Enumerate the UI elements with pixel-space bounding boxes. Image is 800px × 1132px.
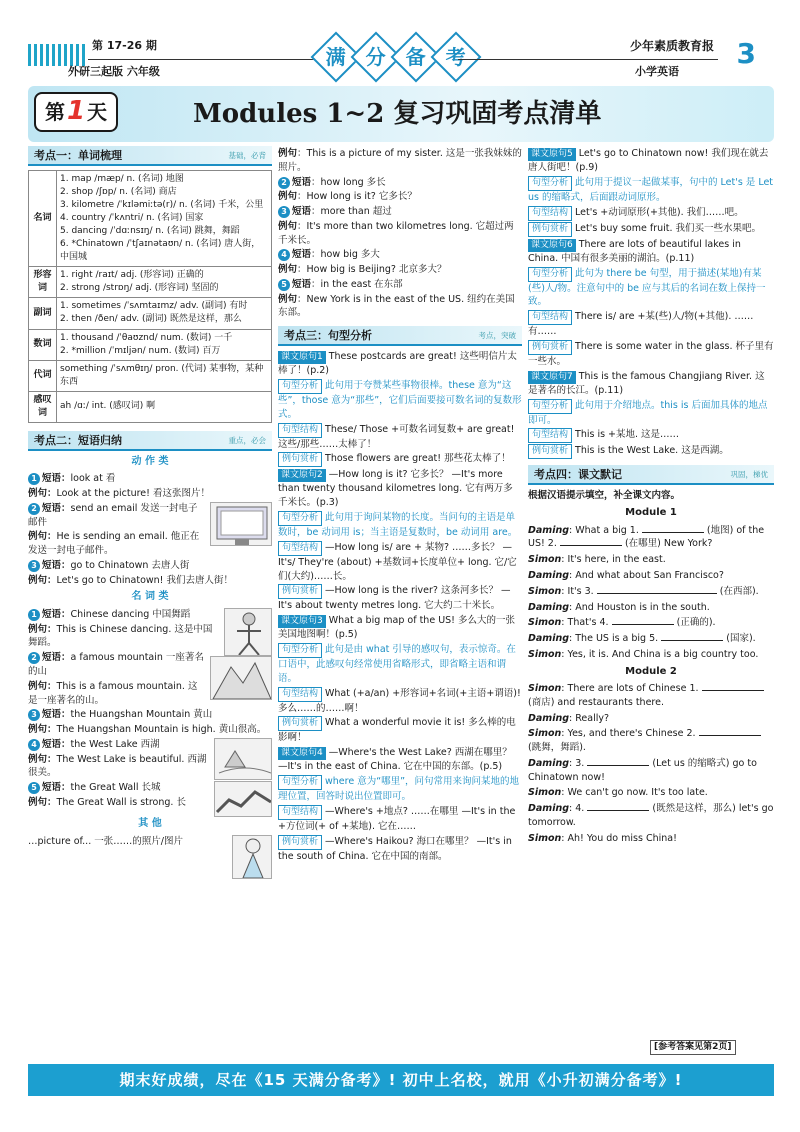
example-item: 例句：He is sending an email. 他正在发送一封电子邮件。	[28, 531, 200, 557]
dialogue-line: Daming: 4. (既然是这样，那么) let's go tomorrow.	[528, 803, 774, 828]
sentence-block: 课文原句5 Let's go to Chinatown now! 我们现在就去唐人街吧！(p.9) 句型分析 此句用于提议一起做某事，句中的 Let's 是 Let us 的缩略式，后面跟动词原形。 句型结构 Let's +动词原形(+其他). 我们……吧。 例句赏析 Let's buy some fruit. 我们买一些水果吧。	[528, 147, 774, 237]
vocab-row: 名词 1. map /mæp/ n. (名词) 地图 2. shop /ʃɒp/ n. (名词) 商店 3. kilometre /ˈkɪləmiːtə(r)/ n. (名词) 千米，公里 4. country /ˈkʌntri/ n. (名词) 国家 5. dancing /ˈdɑːnsɪŋ/ n. (名词) 跳舞，舞蹈 6. *Chinatown /ˈtʃaɪnətaʊn/ n. (名词) 唐人街，中国城	[29, 171, 272, 267]
blank-input[interactable]	[560, 545, 622, 546]
mountain-illustration	[210, 656, 272, 700]
phrase-item: 1 短语：Chinese dancing 中国舞蹈	[28, 608, 272, 622]
sentence-block: 课文原句1 These postcards are great! 这些明信片太棒了！(p.2) 句型分析 此句用于夸赞某些事物很棒。these 意为“这些”，those 意为“那些”，它们后面要接可数名词的复数形式。 句型结构 These/ Those +可数名词复数+ are great! 这些/那些……太棒了！ 例句赏析 Those flowers are great! 那些花太棒了！	[278, 350, 522, 467]
instruction: 根据汉语提示填空，补全课文内容。	[528, 490, 681, 502]
edition-label: 外研三起版 六年级	[68, 65, 160, 78]
sentence-block: 课文原句6 There are lots of beautiful lakes in China. 中国有很多美丽的湖泊。(p.11) 句型分析 此句为 there be 句型，用于描述(某地)有某(些)人/物。注意句中的 be 应与其后的名词在数上保持一致。 句型结构 There is/ are +某(些)人/物(+其他). ……有…… 例句赏析 There is some water in the glass. 杯子里有一些水。	[528, 238, 774, 367]
great-wall-illustration	[214, 781, 272, 817]
dialogue-line: Simon: That's 4. (正确的).	[528, 617, 716, 629]
lake-illustration	[214, 738, 272, 780]
column-2	[278, 146, 522, 864]
dialogue-line: Simon: We can't go now. It's too late.	[528, 787, 708, 799]
dialogue-line: Simon: It's here, in the east.	[528, 554, 666, 566]
blank-input[interactable]	[587, 810, 649, 811]
blank-input[interactable]	[642, 532, 704, 533]
example-item: 例句：This is Chinese dancing. 这是中国舞蹈。	[28, 623, 213, 649]
example-item: 例句：This is a famous mountain. 这是一座著名的山。	[28, 680, 198, 706]
sentence-block: 课文原句4 —Where's the West Lake? 西湖在哪里？ —It's in the east of China. 它在中国的东部。(p.5) 句型分析 where 意为“哪里”，问句常用来询问某地的地理位置，回答时说出位置即可。 句型结构 —Where's +地点? ……在哪里 —It's in the +方位词(+ of +某地). 它在…… 例句赏析 —Where's Haikou? 海口在哪里？ —It's in the south of China. 它在中国的南部。	[278, 747, 520, 862]
page-header	[28, 36, 774, 82]
day-badge: 第 1 天	[34, 92, 118, 132]
vocab-row: 数词 1. thousand /ˈθaʊznd/ num. (数词) 一千 2. *million /ˈmɪljən/ num. (数词) 百万	[29, 329, 272, 360]
brand-char: 满	[311, 32, 362, 83]
dialogue-line: Daming: Really?	[528, 712, 610, 724]
phrase-item: 4 短语：the West Lake 西湖	[28, 738, 272, 752]
page-number: 3	[736, 37, 756, 70]
example-item: 例句：How long is it? 它多长？	[278, 191, 417, 203]
blank-input[interactable]	[587, 765, 649, 766]
phrase-item: 3 短语：the Huangshan Mountain 黄山	[28, 708, 272, 722]
example-item: 例句：How big is Beijing? 北京多大？	[278, 264, 447, 276]
phrase-item: 2 短语：send an email 发送一封电子邮件	[28, 502, 198, 528]
vocab-row: 形容词 1. right /raɪt/ adj. (形容词) 正确的 2. strong /strɒŋ/ adj. (形容词) 坚固的	[29, 267, 272, 298]
section-4-heading: 考点四：课文默记 巩固，梯优	[528, 465, 774, 485]
blank-input[interactable]	[699, 735, 761, 736]
girl-illustration	[232, 835, 272, 879]
column-3	[528, 146, 774, 848]
subject-label: 小学英语	[635, 65, 679, 78]
dialogue-line: Daming: And Houston is in the south.	[528, 601, 710, 613]
dialogue-line: Daming: What a big 1. (地图) of the US! 2. (在哪里) New York?	[528, 524, 765, 550]
dialogue-line: Simon: Ah! You do miss China!	[528, 832, 677, 844]
section-2-heading: 考点二：短语归纳 重点，必会	[28, 431, 272, 451]
example-item: 例句：The Huangshan Mountain is high. 黄山很高。	[28, 724, 267, 736]
newspaper-name: 少年素质教育报	[629, 39, 714, 53]
vocab-row: 代词 something /ˈsʌmθɪŋ/ pron. (代词) 某事物，某种东西	[29, 360, 272, 391]
sentence-block: 课文原句2 —How long is it? 它多长？ —It's more than twenty thousand kilometres long. 它有两万多千米长。(p.3) 句型分析 此句用于询问某物的长度。当问句的主语是单数时，be 动词用 is；当主语是复数时，be 动词用 are。 句型结构 —How long is/ are + 某物? ……多长？ —It's/ They're (about) +基数词+长度单位+ long. 它/它们(大约)……长。 例句赏析 —How long is the river? 这条河多长？ —It's about twenty metres long. 它大约二十米长。	[278, 469, 518, 612]
phrase-item: 1 短语：look at 看	[28, 472, 272, 486]
example-item: 例句：The Great Wall is strong. 长	[28, 796, 186, 808]
sentence-block: 课文原句7 This is the famous Changjiang River. 这是著名的长江。(p.11) 句型分析 此句用于介绍地点。this is 后面加具体的地点即可。 句型结构 This is +某地. 这是…… 例句赏析 This is the West Lake. 这是西湖。	[528, 370, 774, 460]
brand-char: 考	[431, 32, 482, 83]
title-bar	[28, 86, 774, 142]
example-item: 例句：The West Lake is beautiful. 西湖很美。	[28, 753, 207, 779]
vocab-table	[28, 170, 272, 423]
footer-banner: 期末好成绩，尽在《15 天满分备考》! 初中上名校，就用《小升初满分备考》!	[28, 1064, 774, 1096]
header-rule-right	[458, 59, 718, 60]
header-rule-left	[88, 59, 328, 60]
brand-char: 分	[351, 32, 402, 83]
noun-subheading: 名 词 类	[131, 591, 169, 603]
other-subheading: 其 他	[138, 818, 162, 830]
phrase-item: 4 短语：how big 多大	[278, 248, 522, 262]
brand-logo	[318, 36, 478, 78]
example-item: 例句：Look at the picture! 看这张图片！	[28, 488, 210, 500]
header-stripes	[28, 44, 88, 66]
example-item: 例句：This is a picture of my sister. 这是一张我妹妹的照片。	[278, 148, 522, 173]
verb-subheading: 动 作 类	[131, 455, 169, 467]
dialogue-line: Simon: Yes, it is. And China is a big country too.	[528, 648, 759, 660]
page-title: Modules 1~2 复习巩固考点清单	[193, 99, 602, 129]
computer-illustration	[210, 502, 272, 546]
module-2-title: Module 2	[625, 665, 677, 677]
brand-char: 备	[391, 32, 442, 83]
phrase-item: 3 短语：more than 超过	[278, 205, 522, 219]
phrase-item: 2 短语：a famous mountain 一座著名的山	[28, 652, 204, 677]
section-1-heading: 考点一：单词梳理 基础，必背	[28, 146, 272, 166]
answer-reference: [参考答案见第2页]	[650, 1040, 736, 1055]
dialogue-line: Daming: And what about San Francisco?	[528, 570, 724, 582]
phrase-item: 5 短语：the Great Wall 长城	[28, 781, 272, 795]
blank-input[interactable]	[702, 690, 764, 691]
example-item: 例句：New York is in the east of the US. 纽约在美国东部。	[278, 293, 515, 319]
blank-input[interactable]	[597, 593, 717, 594]
phrase-item: 2 短语：how long 多长	[278, 176, 522, 190]
dialogue-line: Daming: 3. (Let us 的缩略式) go to Chinatown now!	[528, 757, 757, 783]
column-1	[28, 146, 272, 879]
phrase-item: …picture of... 一张……的照片/图片	[28, 835, 183, 847]
phrase-item: 5 短语：in the east 在东部	[278, 278, 522, 292]
phrase-item: 3 短语：go to Chinatown 去唐人街	[28, 559, 272, 573]
dialogue-line: Simon: Yes, and there's Chinese 2. (跳舞，舞蹈).	[528, 727, 774, 755]
blank-input[interactable]	[612, 624, 674, 625]
blank-input[interactable]	[661, 640, 723, 641]
vocab-row: 感叹词 ah /ɑː/ int. (感叹词) 啊	[29, 391, 272, 422]
example-item: 例句：It's more than two kilometres long. 它超过两千米长。	[278, 220, 514, 246]
vocab-row: 副词 1. sometimes /ˈsʌmtaɪmz/ adv. (副词) 有时 2. then /ðen/ adv. (副词) 既然是这样，那么	[29, 298, 272, 329]
dancer-illustration	[224, 608, 272, 656]
module-1-title: Module 1	[625, 507, 677, 519]
section-3-heading: 考点三：句型分析 考点，突破	[278, 326, 522, 346]
dialogue-line: Simon: It's 3. (在西部).	[528, 585, 759, 597]
dialogue-line: Daming: The US is a big 5. (国家).	[528, 633, 756, 645]
example-item: 例句：Let's go to Chinatown! 我们去唐人街！	[28, 574, 234, 586]
issue-number: 第 17-26 期	[92, 39, 157, 52]
sentence-block: 课文原句3 What a big map of the US! 多么大的一张美国地图啊！(p.5) 句型分析 此句是由 what 引导的感叹句，表示惊奇。在口语中，此感叹句经常使用省略形式，即省略主语和谓语。 句型结构 What (+a/an) +形容词+名词(+主语+谓语)! 多么……的……啊！ 例句赏析 What a wonderful movie it is! 多么棒的电影啊！	[278, 615, 521, 744]
dialogue-line: Simon: There are lots of Chinese 1. (商店) and restaurants there.	[528, 682, 774, 710]
